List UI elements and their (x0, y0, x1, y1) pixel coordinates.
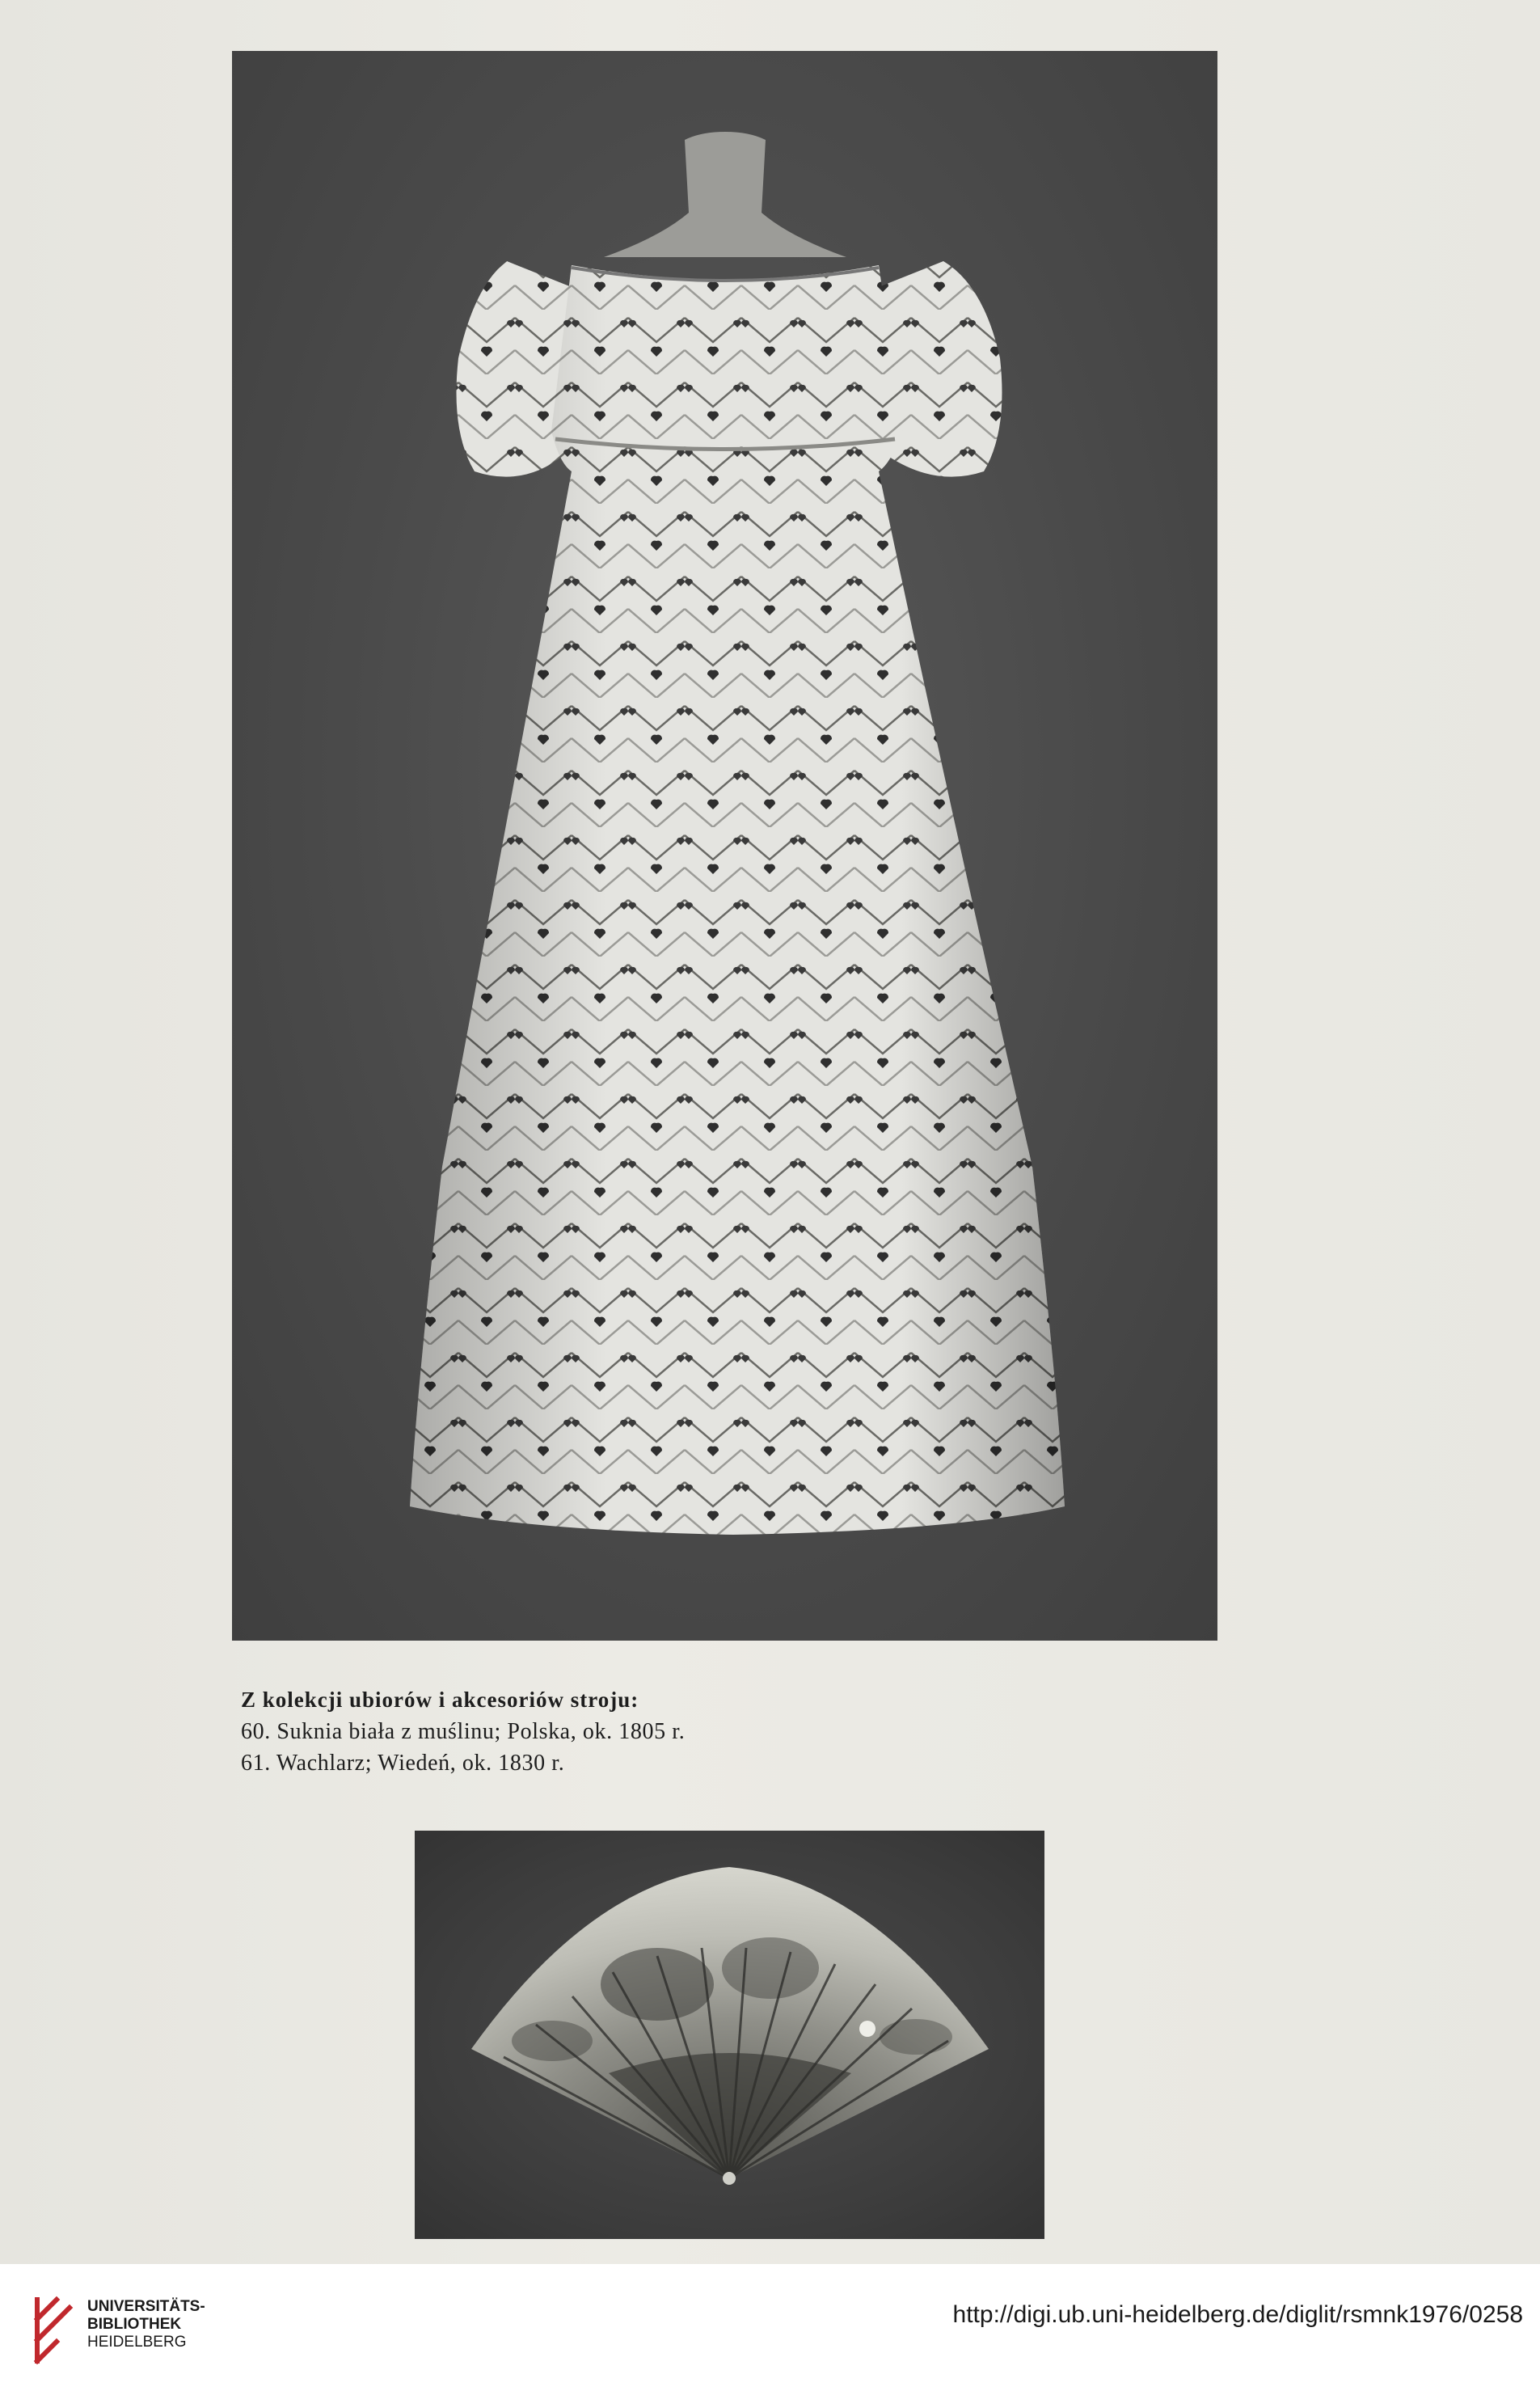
library-name (87, 2298, 205, 2351)
caption-line-61: 61. Wachlarz; Wiedeń, ok. 1830 r. (241, 1751, 565, 1776)
dress-photograph (232, 51, 1217, 1641)
caption-title: Z kolekcji ubiorów i akcesoriów stroju: (241, 1688, 639, 1712)
ub-heidelberg-logo-icon (32, 2295, 74, 2366)
library-line-2: BIBLIOTHEK (87, 2316, 182, 2333)
caption-line-60: 60. Suknia biała z muślinu; Polska, ok. 1805 r. (241, 1719, 686, 1744)
library-line-3: HEIDELBERG (87, 2334, 187, 2351)
fan-photograph (415, 1831, 1044, 2239)
caption (241, 1684, 968, 1779)
source-url[interactable]: http://digi.ub.uni-heidelberg.de/diglit/rsmnk1976/0258 (952, 2301, 1523, 2328)
library-line-1: UNIVERSITÄTS- (87, 2298, 205, 2315)
